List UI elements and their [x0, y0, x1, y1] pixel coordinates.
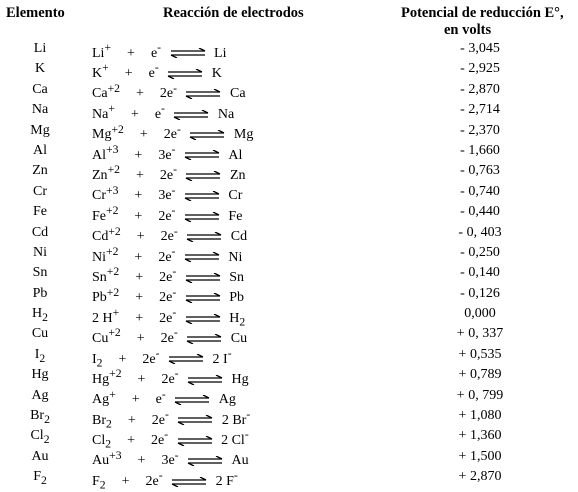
electron-term: 2e-: [159, 285, 177, 306]
potential-value: + 2,870: [458, 469, 502, 485]
equilibrium-arrows-icon: [166, 69, 204, 79]
table-row: [0, 244, 578, 264]
element-cell: [0, 306, 80, 324]
plus-sign: +: [136, 331, 145, 347]
element-subscript: 2: [40, 474, 47, 487]
element-cell: [0, 123, 80, 141]
electron-term: e-: [154, 102, 165, 122]
oxidized-species: $Fe^{+2}$: [92, 204, 119, 224]
plus-sign: +: [134, 147, 143, 163]
element-symbol: Na: [31, 102, 49, 118]
table-row: [0, 60, 578, 80]
plus-sign: +: [135, 290, 144, 306]
potential-value: - 0,440: [460, 204, 500, 220]
element-symbol: Li: [33, 41, 47, 56]
potential-value: - 0, 403: [458, 224, 502, 240]
plus-sign: +: [135, 269, 144, 285]
potential-value: + 0,789: [458, 367, 502, 383]
reduced-species: K: [211, 66, 222, 82]
electron-term: 2e-: [150, 428, 169, 449]
plus-sign: +: [124, 66, 133, 82]
element-symbol: Zn: [32, 163, 48, 179]
reduced-species: Pb: [229, 290, 245, 306]
equilibrium-arrows-icon: [185, 232, 223, 242]
table-row: [0, 203, 578, 223]
potential-table: [0, 40, 578, 492]
element-symbol: Pb: [32, 285, 48, 301]
element-cell: [0, 265, 80, 283]
table-row: [0, 142, 578, 162]
header-unit: en volts: [444, 22, 492, 38]
reduced-species: $H_2$: [229, 310, 246, 329]
potential-value: - 2,714: [460, 102, 500, 118]
reduced-species: 2 I-: [212, 346, 232, 367]
equilibrium-arrows-icon: [186, 456, 224, 466]
element-symbol: Hg: [31, 367, 49, 383]
equilibrium-arrows-icon: [184, 314, 222, 324]
element-symbol: Br: [30, 408, 45, 424]
reduced-species: Zn: [229, 168, 246, 183]
reduced-species: 2 Cl-: [221, 428, 249, 449]
plus-sign: +: [130, 106, 139, 122]
element-symbol: Ni: [33, 244, 47, 260]
element-symbol: Al: [33, 142, 47, 158]
table-row: [0, 224, 578, 244]
element-symbol: Sn: [32, 265, 48, 281]
reduced-species: Ni: [228, 249, 243, 265]
potential-value: + 0,535: [458, 346, 502, 362]
table-row: [0, 40, 578, 60]
table-row: [0, 162, 578, 182]
header-potential: Potencial de reducción E°,: [401, 5, 564, 21]
oxidized-species: $Ni^{+2}$: [92, 244, 119, 265]
plus-sign: +: [131, 392, 140, 408]
equilibrium-arrows-icon: [183, 191, 221, 201]
electron-term: 3e-: [161, 448, 179, 469]
oxidized-species: Li+: [92, 41, 112, 61]
element-subscript: 2: [42, 310, 48, 324]
table-row: [0, 285, 578, 305]
potential-value: - 0,250: [460, 244, 500, 260]
electron-term: 3e-: [158, 142, 176, 163]
oxidized-species: $Cr^{+3}$: [92, 183, 119, 204]
reduced-species: Al: [228, 147, 243, 163]
element-cell: [0, 245, 80, 263]
equilibrium-arrows-icon: [184, 273, 222, 283]
header-reaction: Reacción de electrodos: [163, 5, 304, 21]
reduced-species: Li: [214, 45, 227, 61]
potential-value: - 2,370: [460, 122, 500, 138]
element-cell: [0, 326, 80, 344]
potential-value: - 2,870: [460, 81, 500, 97]
electron-term: 3e-: [158, 183, 176, 204]
potential-value: - 2,925: [460, 61, 500, 77]
potential-value: - 0,126: [460, 285, 500, 301]
equilibrium-arrows-icon: [169, 48, 207, 58]
electron-term: 2e-: [159, 306, 177, 326]
oxidized-species: $Au^{+3}$: [92, 448, 122, 469]
table-row: [0, 346, 578, 370]
reduced-species: Ca: [229, 86, 246, 102]
potential-value: - 0,763: [460, 163, 500, 179]
oxidized-species: $Cd^{+2}$: [92, 224, 121, 245]
reduced-species: Mg: [233, 127, 254, 143]
table-row: [0, 325, 578, 345]
table-row: [0, 101, 578, 121]
element-cell: [0, 143, 80, 161]
element-symbol: Fe: [33, 204, 47, 220]
equilibrium-arrows-icon: [167, 354, 205, 364]
element-cell: [0, 408, 80, 426]
oxidized-species: $Al^{+3}$: [92, 142, 119, 163]
oxidized-species: $Cu^{+2}$: [92, 326, 121, 347]
plus-sign: +: [134, 249, 143, 265]
oxidized-species: $Zn^{+2}$: [92, 163, 120, 183]
electron-term: 2e-: [145, 469, 163, 489]
electron-term: 2e-: [151, 408, 169, 428]
table-row: [0, 427, 578, 451]
oxidized-species: 2 H+: [92, 306, 120, 326]
oxidized-species: Na+: [92, 102, 115, 122]
element-cell: [0, 102, 80, 120]
equilibrium-arrows-icon: [176, 415, 214, 425]
header-element: Elemento: [6, 5, 65, 21]
reduced-species: 2 Br-: [221, 408, 251, 428]
potential-value: - 0,140: [460, 265, 500, 281]
potential-value: + 0, 337: [456, 326, 504, 342]
electron-term: 2e-: [163, 122, 181, 143]
oxidized-species: $I_2$: [92, 351, 103, 370]
element-symbol: Cr: [33, 183, 47, 199]
equilibrium-arrows-icon: [183, 212, 221, 222]
element-cell: [0, 428, 80, 446]
element-symbol: F: [33, 469, 41, 485]
element-cell: [0, 184, 80, 202]
plus-sign: +: [139, 127, 148, 143]
oxidized-species: $Ca^{+2}$: [92, 81, 120, 102]
element-symbol: Ca: [32, 81, 48, 97]
table-row: [0, 366, 578, 386]
reduced-species: Cr: [228, 188, 243, 204]
reduced-species: Au: [231, 453, 249, 469]
element-cell: [0, 204, 80, 222]
electron-term: 2e-: [158, 244, 176, 265]
equilibrium-arrows-icon: [184, 89, 222, 99]
table-row: [0, 183, 578, 203]
plus-sign: +: [136, 229, 145, 245]
electron-term: 2e-: [159, 81, 177, 102]
oxidized-species: $Cl_2$: [92, 433, 112, 451]
potential-value: - 3,045: [460, 41, 500, 56]
element-subscript: 2: [43, 433, 50, 447]
element-symbol: H: [32, 306, 43, 322]
electron-term: 2e-: [160, 326, 178, 347]
plus-sign: +: [135, 168, 144, 183]
electron-term: e-: [150, 41, 162, 61]
reduced-species: Na: [217, 106, 235, 122]
potential-value: - 0,740: [460, 183, 500, 199]
reduced-species: Cu: [230, 331, 248, 347]
plus-sign: +: [121, 473, 130, 489]
potential-value: + 0, 799: [456, 387, 504, 403]
plus-sign: +: [134, 208, 143, 224]
element-symbol: Ag: [31, 387, 49, 403]
equilibrium-arrows-icon: [184, 293, 222, 303]
equilibrium-arrows-icon: [185, 334, 223, 344]
electron-term: 2e-: [158, 204, 176, 224]
plus-sign: +: [118, 351, 127, 367]
table-row: [0, 122, 578, 142]
element-symbol: Au: [31, 448, 49, 464]
oxidized-species: K+: [92, 61, 109, 82]
element-symbol: K: [34, 61, 46, 77]
equilibrium-arrows-icon: [186, 375, 224, 385]
element-cell: [0, 347, 80, 365]
element-subscript: 2: [39, 351, 46, 365]
element-symbol: Cd: [31, 224, 49, 240]
element-symbol: Mg: [30, 122, 50, 138]
oxidized-species: Ag+: [92, 387, 116, 408]
element-cell: [0, 367, 80, 385]
potential-value: - 1,660: [460, 142, 500, 158]
reduced-species: Cd: [230, 229, 248, 245]
equilibrium-arrows-icon: [183, 150, 221, 160]
element-cell: [0, 163, 80, 181]
element-cell: [0, 469, 80, 487]
reduced-species: Sn: [229, 269, 245, 285]
table-row: [0, 407, 578, 431]
plus-sign: +: [137, 371, 146, 387]
oxidized-species: $Sn^{+2}$: [92, 265, 120, 285]
equilibrium-arrows-icon: [183, 252, 221, 262]
potential-value: + 1,360: [458, 428, 502, 444]
electron-term: e-: [148, 61, 159, 82]
potential-value: + 1,500: [458, 448, 502, 464]
oxidized-species: $Pb^{+2}$: [92, 285, 120, 306]
element-symbol: Cl: [30, 428, 44, 444]
electron-term: 2e-: [159, 265, 177, 285]
plus-sign: +: [127, 433, 135, 449]
element-cell: [0, 61, 80, 79]
oxidized-species: $Mg^{+2}$: [92, 122, 124, 143]
reduced-species: Hg: [231, 371, 249, 387]
element-cell: [0, 41, 80, 59]
table-row: [0, 387, 578, 407]
potential-value: + 1,080: [458, 408, 502, 424]
oxidized-species: $Br_2$: [92, 412, 112, 431]
element-cell: [0, 388, 80, 406]
plus-sign: +: [134, 188, 143, 204]
plus-sign: +: [127, 412, 136, 428]
reduced-species: Ag: [218, 392, 236, 408]
equilibrium-arrows-icon: [173, 395, 211, 405]
electron-term: 2e-: [161, 367, 179, 387]
reaction-cell: [92, 469, 238, 491]
reduced-species: 2 F-: [215, 469, 238, 489]
table-row: [0, 448, 578, 468]
plus-sign: +: [135, 86, 144, 102]
potential-value: 0,000: [464, 306, 496, 322]
electron-term: 2e-: [160, 224, 178, 245]
element-symbol: Cu: [31, 326, 49, 342]
oxidized-species: $Hg^{+2}$: [92, 367, 122, 387]
element-cell: [0, 225, 80, 243]
element-symbol: I: [34, 346, 40, 362]
equilibrium-arrows-icon: [184, 171, 222, 181]
electron-term: 2e-: [142, 346, 160, 367]
element-subscript: 2: [44, 412, 50, 426]
element-cell: [0, 286, 80, 304]
equilibrium-arrows-icon: [188, 130, 226, 140]
element-cell: [0, 82, 80, 100]
table-row: [0, 468, 578, 492]
element-cell: [0, 449, 80, 467]
equilibrium-arrows-icon: [170, 477, 208, 487]
plus-sign: +: [135, 310, 144, 326]
table-row: [0, 81, 578, 101]
equilibrium-arrows-icon: [176, 436, 214, 446]
equilibrium-arrows-icon: [172, 110, 210, 120]
plus-sign: +: [137, 453, 146, 469]
electron-term: e-: [155, 387, 166, 408]
reduced-species: Fe: [228, 208, 243, 224]
plus-sign: +: [127, 45, 135, 61]
electron-term: 2e-: [159, 163, 177, 183]
oxidized-species: $F_2$: [92, 473, 106, 492]
table-row: [0, 264, 578, 284]
table-row: [0, 305, 578, 329]
